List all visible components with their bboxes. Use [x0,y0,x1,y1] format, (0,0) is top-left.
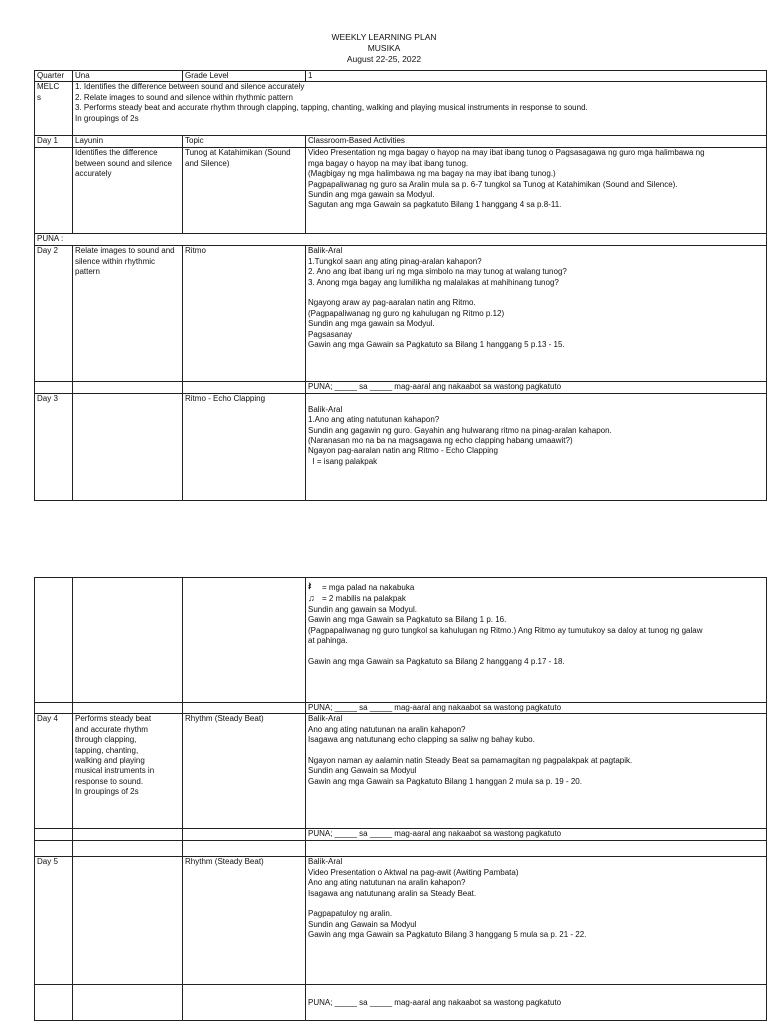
melc-item: 3. Performs steady beat and accurate rhythm through clapping, tapping, chanting, walking and playing musical instruments in response to sound. [75,103,588,113]
grade-level-value: 1 [306,71,767,82]
day4-layunin: Performs steady beat and accurate rhythm through clapping, tapping, chanting, walking and playing musical instruments in response to sound. In groupings of 2s [73,714,183,829]
document-title: WEEKLY LEARNING PLAN [331,32,437,42]
day4-row [35,714,767,829]
day3-label: Day 3 [35,394,73,501]
melc-item: 1. Identifies the difference between sound and silence accurately [75,82,305,92]
day5-puna: PUNA; _____ sa _____ mag-aaral ang nakaabot sa wastong pagkatuto [306,985,767,1021]
day3-topic: Ritmo - Echo Clapping [183,394,306,501]
day2-puna: PUNA; _____ sa _____ mag-aaral ang nakaabot sa wastong pagkatuto [306,382,767,394]
day1-label: Day 1 [35,136,73,148]
day5-activities: Balik-Aral Video Presentation o Aktwal na pag-awit (Awiting Pambata) Ano ang ating natutunan na aralin kahapon? Isagawa ang natutunang aralin sa Steady Beat. Pagpapatuloy ng aralin. Sundin ang Gawain sa Modyul Gawin ang mga Gawain sa Pagkatuto Bilang 3 hanggang 5 mula sa p. 21 - 22. [306,857,767,985]
quarter-value: Una [73,71,183,82]
day4-label: Day 4 [35,714,73,829]
learning-plan-table-2 [34,577,767,1021]
puna-row [35,234,767,246]
melc-item: In groupings of 2s [75,113,139,123]
day4-topic: Rhythm (Steady Beat) [183,714,306,829]
day4-activities: Balik-Aral Ano ang ating natutunan na aralin kahapon? Isagawa ang natutunang echo clapping sa saliw ng bahay kubo. Ngayon naman ay aalamin natin Steady Beat sa pamamagitan ng pagpalakpak at pagtapik. Sundin ang Gawain sa Modyul Gawin ang mga Gawain sa Pagkatuto Bilang 1 hanggan 2 mula sa p. 19 - 20. [306,714,767,829]
day3-row [35,394,767,501]
rest-symbol-line: 𝄽 = mga palad na nakabuka [308,581,415,593]
day3-continued-row [35,578,767,703]
quarter-rest-icon: 𝄽 [308,581,312,593]
day4-puna: PUNA; _____ sa _____ mag-aaral ang nakaabot sa wastong pagkatuto [306,829,767,841]
subject-title: MUSIKA [367,43,401,53]
eighth-notes-icon: ♫ [308,593,315,604]
day3-puna-row [35,703,767,714]
day5-topic: Rhythm (Steady Beat) [183,857,306,985]
learning-plan-table-1 [34,70,767,501]
day1-topic: Tunog at Katahimikan (Sound and Silence) [183,148,306,234]
melcs-label: MELC s [35,82,73,136]
melcs-list [73,82,767,136]
day3-puna: PUNA; _____ sa _____ mag-aaral ang nakaabot sa wastong pagkatuto [306,703,767,714]
day4-puna-row [35,829,767,841]
day1-layunin: Identifies the difference between sound and silence accurately [73,148,183,234]
column-header-row [35,136,767,148]
quarter-label: Quarter [35,71,73,82]
day5-label: Day 5 [35,857,73,985]
day2-topic: Ritmo [183,246,306,382]
topic-header: Topic [183,136,306,148]
day2-row [35,246,767,382]
day2-label: Day 2 [35,246,73,382]
activities-header: Classroom-Based Activities [306,136,767,148]
quarter-row [35,71,767,82]
puna-label: PUNA : [35,234,767,246]
day3-activities: Balik-Aral 1.Ano ang ating natutunan kahapon? Sundin ang gagawin ng guro. Gayahin ang hulwarang ritmo na pinag-aralan kahapon. (Naranasan mo na ba na magsagawa ng echo clapping habang umaawit?) Ngayon pag-aaralan natin ang Ritmo - Echo Clapping I = isang palakpak [306,394,767,501]
day5-puna-row [35,985,767,1021]
day2-activities: Balik-Aral 1.Tungkol saan ang ating pinag-aralan kahapon? 2. Ano ang ibat ibang uri ng mga simbolo na may tunog at walang tunog? 3. Anong mga bagay ang lumilikha ng malalakas at mahihinang tunog? Ngayong araw ay pag-aaralan natin ang Ritmo. (Pagpapaliwanag ng guro ng kahulugan ng Ritmo p.12) Sundin ang mga gawain sa Modyul. Pagsasanay Gawin ang mga Gawain sa Pagkatuto sa Bilang 1 hanggang 5 p.13 - 15. [306,246,767,382]
melc-item: 2. Relate images to sound and silence within rhythmic pattern [75,92,293,102]
grade-level-label: Grade Level [183,71,306,82]
day2-layunin: Relate images to sound and silence within rhythmic pattern [73,246,183,382]
day2-puna-row [35,382,767,394]
date-range: August 22-25, 2022 [346,54,422,64]
layunin-header: Layunin [73,136,183,148]
document-header [0,32,768,65]
day3-continued-activities: 𝄽 = mga palad na nakabuka ♫ = 2 mabilis na palakpak Sundin ang gawain sa Modyul. Gawin ang mga Gawain sa Pagkatuto sa Bilang 1 p. 16. (Pagpapaliwanag ng guro tungkol sa kahulugan ng Ritmo.) Ang Ritmo ay tumutukoy sa daloy at tunog ng galaw at pahinga. Gawin ang mga Gawain sa Pagkatuto sa Bilang 2 hanggang 4 p.17 - 18. [306,578,767,703]
day1-row [35,148,767,234]
day5-row [35,857,767,985]
spacer-row [35,841,767,857]
eighth-notes-line: ♫ = 2 mabilis na palakpak [308,593,406,604]
melcs-row [35,82,767,136]
day1-activities: Video Presentation ng mga bagay o hayop na may ibat ibang tunog o Pagsasagawa ng guro mga halimbawa ng mga bagay o hayop na may ibat ibang tunog. (Magbigay ng mga halimbawa ng ma bagay na may ibat ibang tunog.) Pagpapaliwanag ng guro sa Aralin mula sa p. 6-7 tungkol sa Tunog at Katahimikan (Sound and Silence). Sundin ang mga gawain sa Modyul. Sagutan ang mga Gawain sa pagkatuto Bilang 1 hanggang 4 sa p.8-11. [306,148,767,234]
